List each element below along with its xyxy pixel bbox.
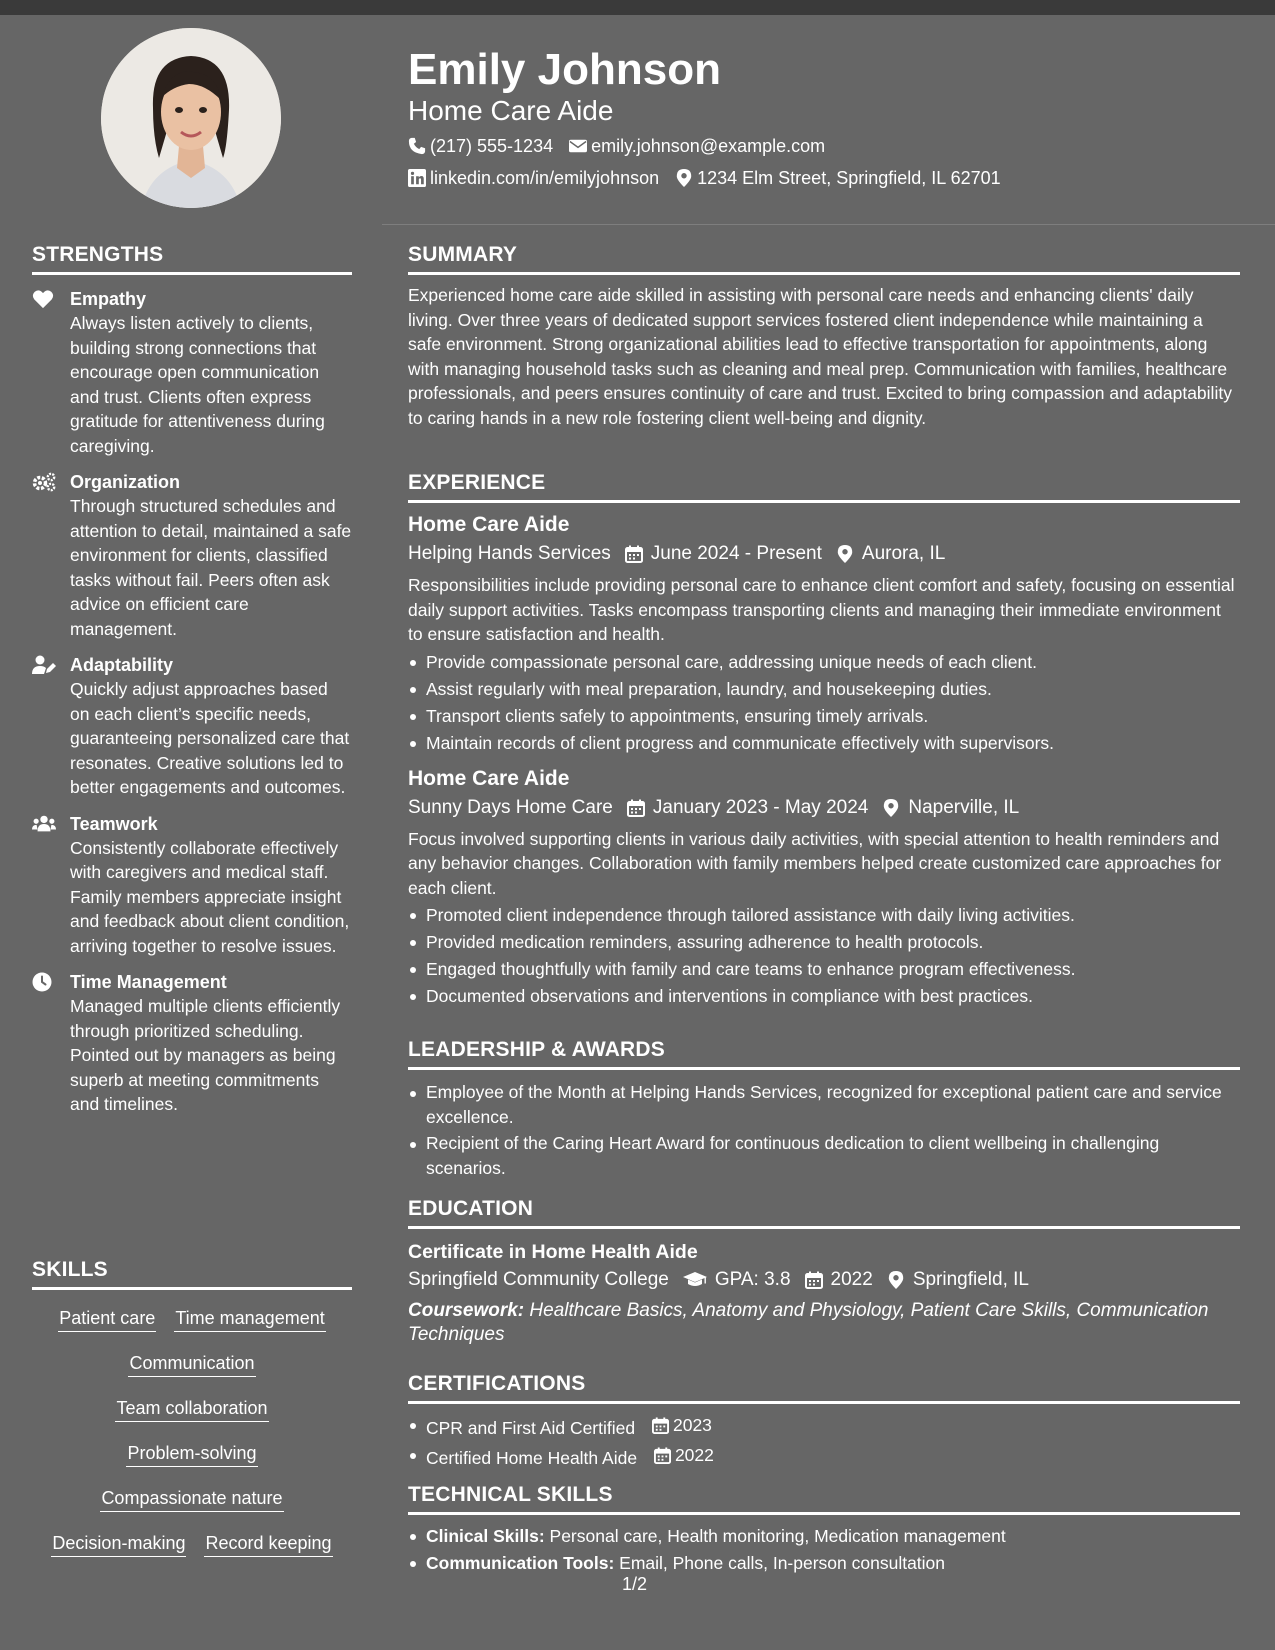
cert-name: CPR and First Aid Certified (426, 1418, 636, 1438)
strengths-title: STRENGTHS (32, 242, 352, 275)
calendar-icon (654, 1447, 671, 1464)
list-item (408, 1442, 1240, 1472)
users-icon (32, 814, 56, 834)
list-item: Provided medication reminders, assuring adherence to health protocols. (408, 929, 1240, 956)
degree-title: Certificate in Home Health Aide (408, 1241, 698, 1263)
job-company: Sunny Days Home Care (408, 796, 613, 818)
envelope-icon (569, 137, 587, 155)
calendar-icon (625, 545, 643, 563)
skill-chip: Time management (174, 1306, 325, 1332)
strength-name: Teamwork (70, 813, 158, 834)
strength-desc: Through structured schedules and attention to detail, maintained a safe environment for clients, classified tasks without fail. Peers often ask advice on efficient care management. (70, 496, 352, 639)
calendar-icon (627, 799, 645, 817)
job-bullets (408, 902, 1240, 1010)
list-item: Employee of the Month at Helping Hands Services, recognized for exceptional patient care and service excellence. (408, 1080, 1240, 1129)
job-description: Responsibilities include providing personal care to enhance client comfort and safety, focusing on essential daily support activities. Tasks encompass transporting clients and managing their immediate environment to ensure satisfaction and health. (408, 575, 1235, 644)
clock-icon (32, 972, 56, 992)
summary-text: Experienced home care aide skilled in assisting with personal care needs and enhancing clients' daily living. Over three years of dedicated support services fostered client independence while maintaining a safe environment. Strong organizational abilities lead to effective transportation for appointments, along with managing household tasks such as cleaning and meal prep. Communication with families, healthcare professionals, and peers ensures continuity of care and trust. Excited to bring compassion and adaptability to caring hands in a new role fostering client well-being and dignity. (408, 285, 1232, 428)
top-bar (0, 0, 1275, 15)
location-pin-icon (887, 1271, 905, 1289)
list-item: Provide compassionate personal care, addressing unique needs of each client. (408, 649, 1240, 676)
skill-chip: Problem-solving (126, 1441, 257, 1467)
job-title: Home Care Aide (408, 766, 570, 790)
tech-value: Email, Phone calls, In-person consultation (619, 1553, 946, 1573)
cert-year: 2022 (654, 1442, 714, 1469)
school-location: Springfield, IL (887, 1265, 1029, 1295)
candidate-name: Emily Johnson (408, 45, 721, 94)
skills-title: SKILLS (32, 1257, 352, 1290)
awards-title: LEADERSHIP & AWARDS (408, 1037, 1240, 1070)
gpa: GPA: 3.8 (683, 1265, 791, 1295)
strength-desc: Always listen actively to clients, building strong connections that encourage open communication and trust. Clients often express gratitude for attentiveness during caregiving. (70, 313, 325, 456)
email-text: emily.johnson@example.com (591, 136, 826, 156)
phone-text: (217) 555-1234 (430, 136, 554, 156)
address-text: 1234 Elm Street, Springfield, IL 62701 (697, 168, 1001, 188)
cert-year: 2023 (652, 1412, 712, 1439)
strength-name: Empathy (70, 289, 147, 309)
list-item (408, 1550, 1240, 1577)
certifications-section (408, 1371, 1240, 1472)
education-title: EDUCATION (408, 1196, 1240, 1229)
address-contact (675, 166, 1001, 190)
strength-item (32, 812, 352, 959)
calendar-icon (652, 1417, 669, 1434)
list-item: Transport clients safely to appointments, ensuring timely arrivals. (408, 703, 1240, 730)
job-meta (408, 539, 1240, 569)
list-item: Maintain records of client progress and communicate effectively with supervisors. (408, 730, 1240, 757)
coursework-label: Coursework: (408, 1300, 525, 1321)
job-entry (408, 765, 1240, 1011)
job-meta (408, 793, 1240, 823)
linkedin-icon (408, 169, 426, 187)
graduation-cap-icon (683, 1271, 707, 1289)
heart-icon (32, 289, 56, 309)
list-item: Engaged thoughtfully with family and care teams to enhance program effectiveness. (408, 956, 1240, 983)
strength-item (32, 653, 352, 800)
technical-skills-section (408, 1482, 1240, 1577)
strength-desc: Consistently collaborate effectively with caregivers and medical staff. Family members appreciate insight and feedback about client condition, arriving together to resolve issues. (70, 837, 350, 956)
list-item: Recipient of the Caring Heart Award for continuous dedication to client wellbeing in challenging scenarios. (408, 1131, 1240, 1180)
certifications-list (408, 1412, 1240, 1472)
awards-list (408, 1080, 1240, 1180)
location-pin-icon (882, 799, 900, 817)
technical-skills-title: TECHNICAL SKILLS (408, 1482, 1240, 1515)
contact-row (408, 134, 841, 158)
list-item: Promoted client independence through tailored assistance with daily living activities. (408, 902, 1240, 929)
strength-item (32, 970, 352, 1117)
candidate-role: Home Care Aide (408, 95, 614, 126)
gears-icon (32, 472, 56, 492)
experience-title: EXPERIENCE (408, 470, 1240, 503)
skill-chip: Team collaboration (115, 1396, 268, 1422)
list-item: Documented observations and interventions in compliance with best practices. (408, 983, 1240, 1010)
cert-name: Certified Home Health Aide (426, 1448, 638, 1468)
skill-chip: Patient care (58, 1306, 156, 1332)
awards-section (408, 1037, 1240, 1182)
strength-name: Adaptability (70, 655, 174, 675)
coursework-text: Healthcare Basics, Anatomy and Physiology, Patient Care Skills, Communication Techniques (408, 1300, 1209, 1345)
skill-chip: Compassionate nature (100, 1486, 283, 1512)
education-section (408, 1196, 1240, 1347)
job-title: Home Care Aide (408, 513, 570, 536)
certifications-title: CERTIFICATIONS (408, 1371, 1240, 1404)
header-divider (382, 224, 1275, 225)
graduation-year: 2022 (805, 1265, 873, 1295)
skills-list (32, 1296, 352, 1566)
job-description: Focus involved supporting clients in various daily activities, with special attention to health reminders and any behavior changes. Collaboration with family members helped create customized care approaches for each client. (408, 828, 1222, 898)
tech-label: Communication Tools: (426, 1553, 615, 1573)
job-location: Aurora, IL (836, 539, 945, 569)
job-entry (408, 511, 1240, 757)
skill-chip: Record keeping (204, 1531, 332, 1557)
education-meta (408, 1265, 1240, 1295)
linkedin-text: linkedin.com/in/emilyjohnson (430, 168, 660, 188)
job-dates: January 2023 - May 2024 (627, 793, 868, 823)
linkedin-contact[interactable] (408, 166, 659, 190)
strength-desc: Quickly adjust approaches based on each client’s specific needs, guaranteeing personalized care that resonates. Creative solutions led to better engagements and outcomes. (70, 679, 350, 797)
school-name: Springfield Community College (408, 1269, 669, 1290)
strength-name: Organization (70, 472, 181, 492)
phone-icon (408, 137, 426, 155)
job-company: Helping Hands Services (408, 543, 611, 564)
strength-name: Time Management (70, 972, 227, 992)
strength-desc: Managed multiple clients efficiently through prioritized scheduling. Pointed out by managers as being superb at meeting commitments and timelines. (70, 996, 341, 1114)
location-pin-icon (675, 169, 693, 187)
tech-value: Personal care, Health monitoring, Medication management (549, 1526, 1006, 1546)
user-edit-icon (32, 655, 56, 675)
list-item (408, 1412, 1240, 1442)
skills-section (32, 1257, 352, 1566)
summary-section (408, 242, 1240, 430)
coursework (408, 1299, 1240, 1347)
email-contact[interactable] (569, 134, 825, 158)
strengths-section (32, 242, 352, 1117)
technical-skills-list (408, 1523, 1240, 1577)
strength-item (32, 470, 352, 641)
job-location: Naperville, IL (882, 793, 1019, 823)
strength-item (32, 287, 352, 458)
skill-chip: Decision-making (51, 1531, 186, 1557)
skill-chip: Communication (128, 1351, 255, 1377)
job-bullets (408, 649, 1240, 757)
summary-title: SUMMARY (408, 242, 1240, 275)
profile-photo (101, 28, 281, 208)
phone-contact[interactable] (408, 134, 553, 158)
job-dates: June 2024 - Present (625, 539, 822, 569)
list-item (408, 1523, 1240, 1550)
list-item: Assist regularly with meal preparation, laundry, and housekeeping duties. (408, 676, 1240, 703)
calendar-icon (805, 1271, 823, 1289)
page-number: 1/2 (622, 1574, 648, 1594)
location-pin-icon (836, 545, 854, 563)
experience-section (408, 470, 1240, 1010)
tech-label: Clinical Skills: (426, 1526, 545, 1546)
contact-row (408, 166, 1017, 190)
